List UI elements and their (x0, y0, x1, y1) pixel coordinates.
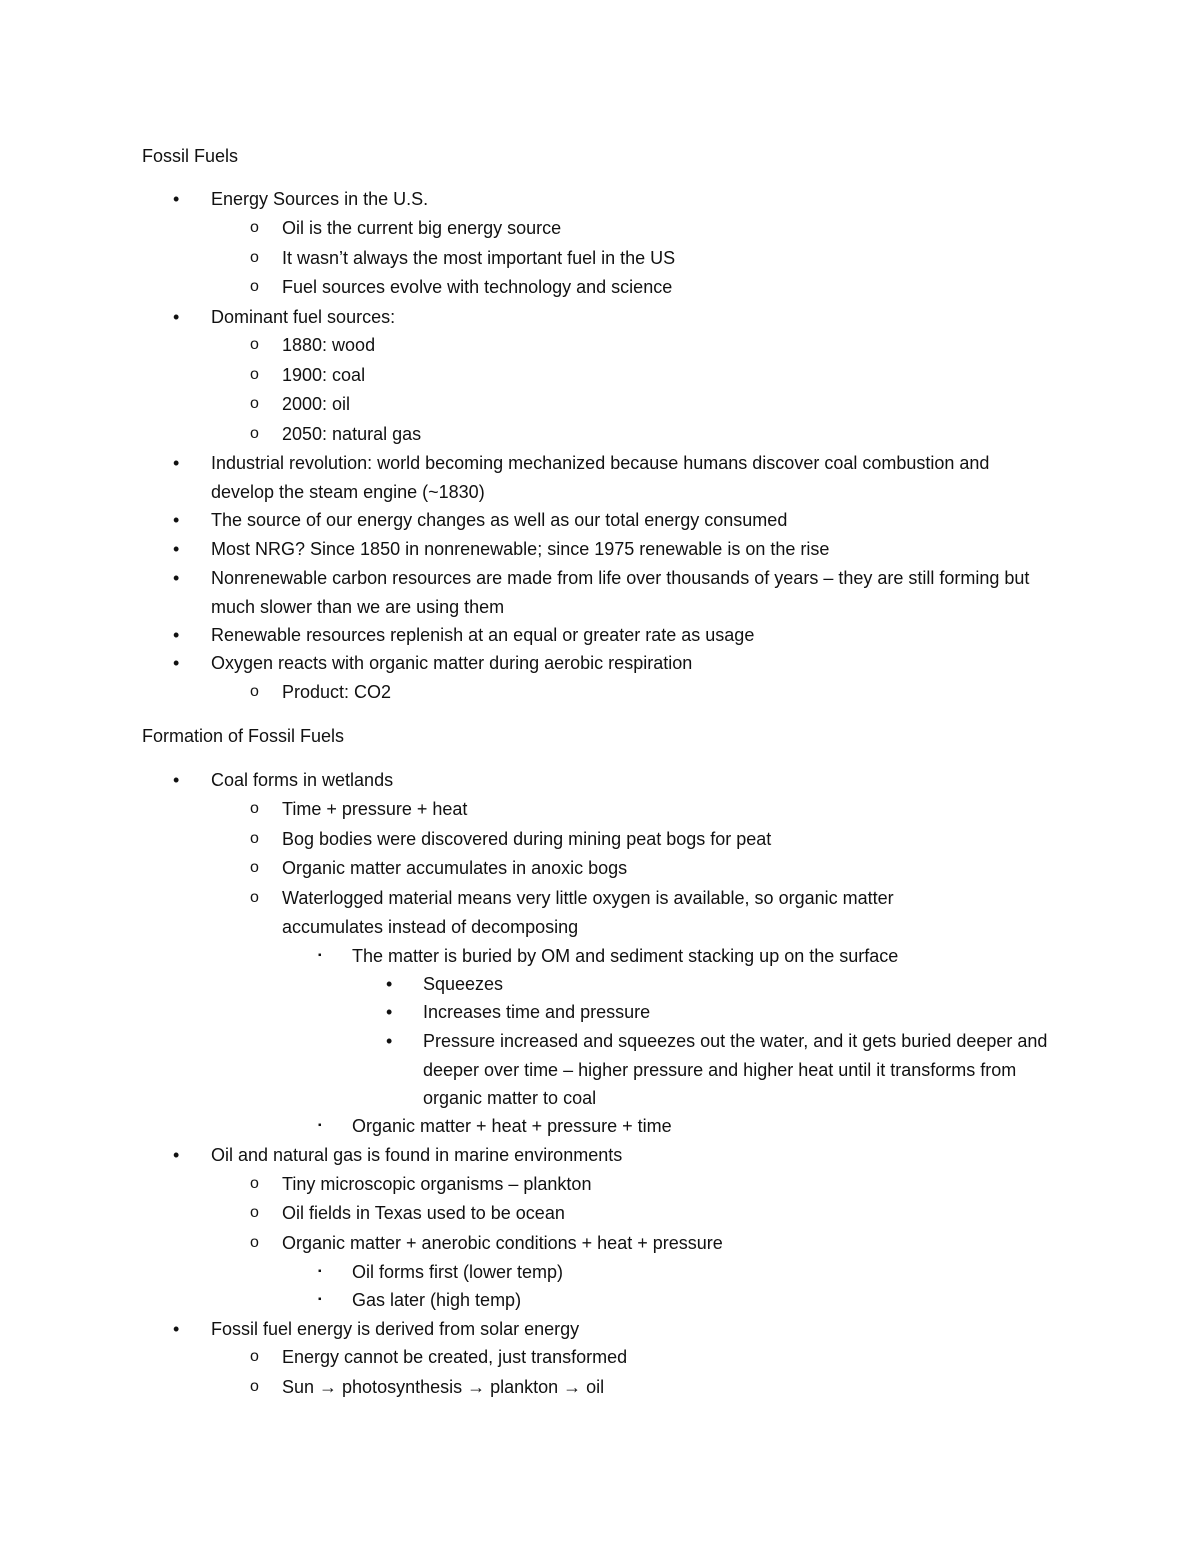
list-item-coal-forms-in-wetlands: Coal forms in wetlands (211, 770, 394, 790)
list-marker-bullet: • (173, 568, 180, 588)
list-item-oil-is-the-current-big-energy-source: Oil is the current big energy source (282, 218, 562, 238)
list-item-industrial-revolution-world-becoming-mec: Industrial revolution: world becoming mechanized because humans discover coal combustion and develop the steam engine (~1830) (211, 453, 990, 502)
list-item-oil-forms-first-lower-temp: Oil forms first (lower temp) (352, 1262, 564, 1282)
list-item-pressure-increased-and-squeezes-out-the-: Pressure increased and squeezes out the water, and it gets buried deeper and deeper over time – higher pressure and higher heat until it transforms from organic matter to coal (423, 1031, 1048, 1108)
list-item-oil-and-natural-gas-is-found-in-marine-e: Oil and natural gas is found in marine environments (211, 1145, 623, 1165)
list-marker-bullet: • (173, 307, 180, 327)
list-marker-circle: o (250, 1348, 259, 1365)
list-marker-circle: o (250, 366, 259, 383)
list-item-1880-wood: 1880: wood (282, 335, 376, 355)
list-marker-circle: o (250, 859, 259, 876)
list-item-gas-later-high-temp: Gas later (high temp) (352, 1290, 522, 1310)
list-item-2050-natural-gas: 2050: natural gas (282, 424, 422, 444)
list-item-1900-coal: 1900: coal (282, 365, 366, 385)
list-marker-square: ▪ (318, 1120, 322, 1131)
list-marker-circle: o (250, 830, 259, 847)
list-marker-bullet: • (386, 1031, 393, 1051)
list-item-dominant-fuel-sources: Dominant fuel sources: (211, 307, 396, 327)
list-marker-bullet: • (173, 1145, 180, 1165)
list-marker-bullet: • (173, 189, 180, 209)
list-marker-square: ▪ (318, 1266, 322, 1277)
list-marker-bullet: • (173, 453, 180, 473)
list-item-the-source-of-our-energy-changes-as-well: The source of our energy changes as well as our total energy consumed (211, 510, 788, 530)
list-marker-bullet: • (173, 1319, 180, 1339)
list-marker-circle: o (250, 395, 259, 412)
list-item-sun-photosynthesis-plankton-oil: Sun → photosynthesis → plankton → oil (282, 1377, 605, 1397)
list-item-the-matter-is-buried-by-om-and-sediment-: The matter is buried by OM and sediment stacking up on the surface (352, 946, 899, 966)
list-item-oil-fields-in-texas-used-to-be-ocean: Oil fields in Texas used to be ocean (282, 1203, 565, 1223)
list-marker-bullet: • (173, 625, 180, 645)
list-marker-square: ▪ (318, 1294, 322, 1305)
list-item-it-wasn-t-always-the-most-important-fuel: It wasn’t always the most important fuel in the US (282, 248, 676, 268)
list-marker-circle: o (250, 1204, 259, 1221)
list-item-2000-oil: 2000: oil (282, 394, 351, 414)
list-item-organic-matter-accumulates-in-anoxic-bog: Organic matter accumulates in anoxic bogs (282, 858, 628, 878)
list-item-increases-time-and-pressure: Increases time and pressure (423, 1002, 651, 1022)
list-item-nonrenewable-carbon-resources-are-made-f: Nonrenewable carbon resources are made from life over thousands of years – they are still forming but much slower than we are using them (211, 568, 1030, 617)
list-marker-bullet: • (173, 653, 180, 673)
section-heading-formation-of-fossil-fuels: Formation of Fossil Fuels (142, 726, 345, 746)
list-marker-bullet: • (173, 539, 180, 559)
list-marker-circle: o (250, 425, 259, 442)
list-marker-circle: o (250, 278, 259, 295)
list-item-most-nrg-since-1850-in-nonrenewable-sinc: Most NRG? Since 1850 in nonrenewable; since 1975 renewable is on the rise (211, 539, 830, 559)
list-marker-circle: o (250, 249, 259, 266)
list-item-product-co2: Product: CO2 (282, 682, 392, 702)
list-marker-bullet: • (386, 974, 393, 994)
list-item-energy-sources-in-the-u-s: Energy Sources in the U.S. (211, 189, 429, 209)
list-item-organic-matter-heat-pressure-time: Organic matter + heat + pressure + time (352, 1116, 672, 1136)
list-marker-circle: o (250, 1378, 259, 1395)
list-item-bog-bodies-were-discovered-during-mining: Bog bodies were discovered during mining peat bogs for peat (282, 829, 772, 849)
list-marker-circle: o (250, 219, 259, 236)
list-marker-square: ▪ (318, 950, 322, 961)
list-marker-circle: o (250, 889, 259, 906)
list-marker-bullet: • (173, 770, 180, 790)
list-marker-circle: o (250, 336, 259, 353)
section-heading-fossil-fuels: Fossil Fuels (142, 146, 239, 166)
list-marker-bullet: • (386, 1002, 393, 1022)
list-marker-circle: o (250, 1234, 259, 1251)
list-item-renewable-resources-replenish-at-an-equa: Renewable resources replenish at an equal or greater rate as usage (211, 625, 755, 645)
list-item-fuel-sources-evolve-with-technology-and-: Fuel sources evolve with technology and science (282, 277, 673, 297)
list-item-oxygen-reacts-with-organic-matter-during: Oxygen reacts with organic matter during aerobic respiration (211, 653, 693, 673)
list-marker-circle: o (250, 800, 259, 817)
list-item-organic-matter-anerobic-conditions-heat-: Organic matter + anerobic conditions + heat + pressure (282, 1233, 723, 1253)
list-item-waterlogged-material-means-very-little-o: Waterlogged material means very little oxygen is available, so organic matter accumulates instead of decomposing (282, 888, 894, 937)
list-marker-circle: o (250, 683, 259, 700)
list-marker-circle: o (250, 1175, 259, 1192)
list-item-squeezes: Squeezes (423, 974, 504, 994)
list-item-time-pressure-heat: Time + pressure + heat (282, 799, 468, 819)
list-item-tiny-microscopic-organisms-plankton: Tiny microscopic organisms – plankton (282, 1174, 592, 1194)
list-item-fossil-fuel-energy-is-derived-from-solar: Fossil fuel energy is derived from solar energy (211, 1319, 580, 1339)
list-item-energy-cannot-be-created-just-transforme: Energy cannot be created, just transformed (282, 1347, 628, 1367)
list-marker-bullet: • (173, 510, 180, 530)
